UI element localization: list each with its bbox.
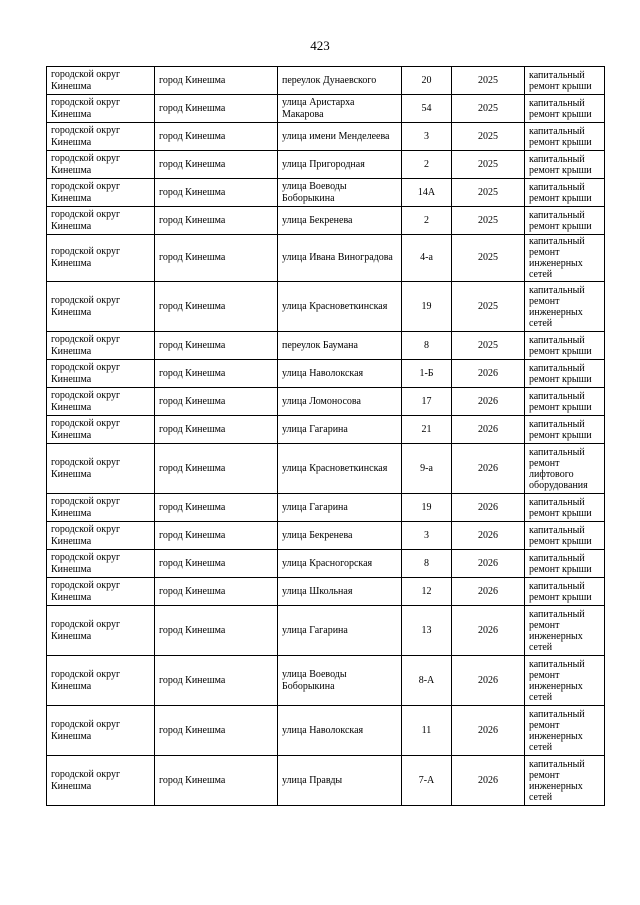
house-number-cell: 2 [402, 207, 452, 235]
municipality-cell: городской округ Кинешма [47, 179, 155, 207]
table-row [47, 207, 605, 235]
house-number-cell: 54 [402, 95, 452, 123]
year-cell: 2025 [452, 179, 525, 207]
municipality-cell: городской округ Кинешма [47, 95, 155, 123]
house-number-cell: 17 [402, 388, 452, 416]
repair-schedule-table [46, 66, 605, 806]
table-row [47, 756, 605, 806]
municipality-cell: городской округ Кинешма [47, 235, 155, 282]
locality-cell: город Кинешма [155, 179, 278, 207]
locality-cell: город Кинешма [155, 578, 278, 606]
municipality-cell: городской округ Кинешма [47, 656, 155, 706]
work-type-cell: капитальный ремонт крыши [525, 522, 605, 550]
street-cell: улица Бекренева [278, 522, 402, 550]
year-cell: 2025 [452, 95, 525, 123]
table-row [47, 282, 605, 332]
street-cell: улица Ломоносова [278, 388, 402, 416]
year-cell: 2026 [452, 444, 525, 494]
street-cell: улица Воеводы Боборыкина [278, 656, 402, 706]
house-number-cell: 19 [402, 494, 452, 522]
locality-cell: город Кинешма [155, 444, 278, 494]
table-row [47, 179, 605, 207]
street-cell: улица Аристарха Макарова [278, 95, 402, 123]
street-cell: улица Ивана Виноградова [278, 235, 402, 282]
work-type-cell: капитальный ремонт крыши [525, 360, 605, 388]
municipality-cell: городской округ Кинешма [47, 706, 155, 756]
house-number-cell: 8 [402, 550, 452, 578]
municipality-cell: городской округ Кинешма [47, 67, 155, 95]
locality-cell: город Кинешма [155, 360, 278, 388]
work-type-cell: капитальный ремонт крыши [525, 95, 605, 123]
work-type-cell: капитальный ремонт крыши [525, 388, 605, 416]
work-type-cell: капитальный ремонт инженерных сетей [525, 282, 605, 332]
work-type-cell: капитальный ремонт крыши [525, 151, 605, 179]
work-type-cell: капитальный ремонт инженерных сетей [525, 606, 605, 656]
work-type-cell: капитальный ремонт инженерных сетей [525, 656, 605, 706]
work-type-cell: капитальный ремонт инженерных сетей [525, 756, 605, 806]
table-row [47, 123, 605, 151]
locality-cell: город Кинешма [155, 67, 278, 95]
street-cell: улица Пригородная [278, 151, 402, 179]
work-type-cell: капитальный ремонт крыши [525, 494, 605, 522]
street-cell: улица Гагарина [278, 494, 402, 522]
house-number-cell: 12 [402, 578, 452, 606]
locality-cell: город Кинешма [155, 494, 278, 522]
work-type-cell: капитальный ремонт крыши [525, 332, 605, 360]
year-cell: 2026 [452, 550, 525, 578]
municipality-cell: городской округ Кинешма [47, 360, 155, 388]
locality-cell: город Кинешма [155, 235, 278, 282]
year-cell: 2026 [452, 522, 525, 550]
locality-cell: город Кинешма [155, 95, 278, 123]
year-cell: 2026 [452, 756, 525, 806]
work-type-cell: капитальный ремонт крыши [525, 207, 605, 235]
work-type-cell: капитальный ремонт крыши [525, 416, 605, 444]
locality-cell: город Кинешма [155, 388, 278, 416]
house-number-cell: 8 [402, 332, 452, 360]
municipality-cell: городской округ Кинешма [47, 332, 155, 360]
street-cell: улица Школьная [278, 578, 402, 606]
table-row [47, 95, 605, 123]
house-number-cell: 3 [402, 522, 452, 550]
year-cell: 2026 [452, 360, 525, 388]
house-number-cell: 9-а [402, 444, 452, 494]
house-number-cell: 7-А [402, 756, 452, 806]
year-cell: 2025 [452, 123, 525, 151]
table-row [47, 656, 605, 706]
locality-cell: город Кинешма [155, 756, 278, 806]
year-cell: 2025 [452, 67, 525, 95]
work-type-cell: капитальный ремонт крыши [525, 123, 605, 151]
table-body [47, 67, 605, 806]
house-number-cell: 2 [402, 151, 452, 179]
year-cell: 2025 [452, 151, 525, 179]
table-row [47, 522, 605, 550]
municipality-cell: городской округ Кинешма [47, 123, 155, 151]
municipality-cell: городской округ Кинешма [47, 388, 155, 416]
street-cell: улица Красноветкинская [278, 282, 402, 332]
year-cell: 2025 [452, 235, 525, 282]
locality-cell: город Кинешма [155, 282, 278, 332]
house-number-cell: 3 [402, 123, 452, 151]
municipality-cell: городской округ Кинешма [47, 522, 155, 550]
work-type-cell: капитальный ремонт крыши [525, 67, 605, 95]
page-number: 423 [310, 38, 330, 53]
table-row [47, 444, 605, 494]
table-row [47, 706, 605, 756]
municipality-cell: городской округ Кинешма [47, 756, 155, 806]
work-type-cell: капитальный ремонт инженерных сетей [525, 706, 605, 756]
work-type-cell: капитальный ремонт крыши [525, 550, 605, 578]
locality-cell: город Кинешма [155, 656, 278, 706]
street-cell: улица Гагарина [278, 416, 402, 444]
locality-cell: город Кинешма [155, 706, 278, 756]
street-cell: улица Гагарина [278, 606, 402, 656]
year-cell: 2026 [452, 416, 525, 444]
municipality-cell: городской округ Кинешма [47, 151, 155, 179]
house-number-cell: 14А [402, 179, 452, 207]
street-cell: улица Наволокская [278, 360, 402, 388]
street-cell: улица Воеводы Боборыкина [278, 179, 402, 207]
municipality-cell: городской округ Кинешма [47, 444, 155, 494]
street-cell: улица имени Менделеева [278, 123, 402, 151]
street-cell: улица Бекренева [278, 207, 402, 235]
year-cell: 2025 [452, 282, 525, 332]
municipality-cell: городской округ Кинешма [47, 550, 155, 578]
year-cell: 2026 [452, 706, 525, 756]
house-number-cell: 1-Б [402, 360, 452, 388]
street-cell: улица Красногорская [278, 550, 402, 578]
table-row [47, 67, 605, 95]
municipality-cell: городской округ Кинешма [47, 282, 155, 332]
municipality-cell: городской округ Кинешма [47, 578, 155, 606]
year-cell: 2026 [452, 494, 525, 522]
work-type-cell: капитальный ремонт крыши [525, 179, 605, 207]
locality-cell: город Кинешма [155, 151, 278, 179]
table-row [47, 388, 605, 416]
street-cell: переулок Дунаевского [278, 67, 402, 95]
locality-cell: город Кинешма [155, 606, 278, 656]
house-number-cell: 4-а [402, 235, 452, 282]
street-cell: улица Правды [278, 756, 402, 806]
table-row [47, 578, 605, 606]
year-cell: 2026 [452, 578, 525, 606]
year-cell: 2026 [452, 606, 525, 656]
locality-cell: город Кинешма [155, 550, 278, 578]
house-number-cell: 19 [402, 282, 452, 332]
locality-cell: город Кинешма [155, 332, 278, 360]
table-row [47, 416, 605, 444]
year-cell: 2025 [452, 332, 525, 360]
house-number-cell: 20 [402, 67, 452, 95]
locality-cell: город Кинешма [155, 207, 278, 235]
table-row [47, 494, 605, 522]
municipality-cell: городской округ Кинешма [47, 494, 155, 522]
table-row [47, 550, 605, 578]
house-number-cell: 13 [402, 606, 452, 656]
work-type-cell: капитальный ремонт крыши [525, 578, 605, 606]
locality-cell: город Кинешма [155, 522, 278, 550]
house-number-cell: 11 [402, 706, 452, 756]
year-cell: 2025 [452, 207, 525, 235]
locality-cell: город Кинешма [155, 123, 278, 151]
municipality-cell: городской округ Кинешма [47, 606, 155, 656]
year-cell: 2026 [452, 656, 525, 706]
house-number-cell: 21 [402, 416, 452, 444]
municipality-cell: городской округ Кинешма [47, 207, 155, 235]
table-row [47, 360, 605, 388]
municipality-cell: городской округ Кинешма [47, 416, 155, 444]
work-type-cell: капитальный ремонт инженерных сетей [525, 235, 605, 282]
street-cell: улица Наволокская [278, 706, 402, 756]
table-row [47, 151, 605, 179]
table-row [47, 235, 605, 282]
street-cell: переулок Баумана [278, 332, 402, 360]
street-cell: улица Красноветкинская [278, 444, 402, 494]
year-cell: 2026 [452, 388, 525, 416]
locality-cell: город Кинешма [155, 416, 278, 444]
house-number-cell: 8-А [402, 656, 452, 706]
table-row [47, 332, 605, 360]
work-type-cell: капитальный ремонт лифтового оборудования [525, 444, 605, 494]
table-row [47, 606, 605, 656]
